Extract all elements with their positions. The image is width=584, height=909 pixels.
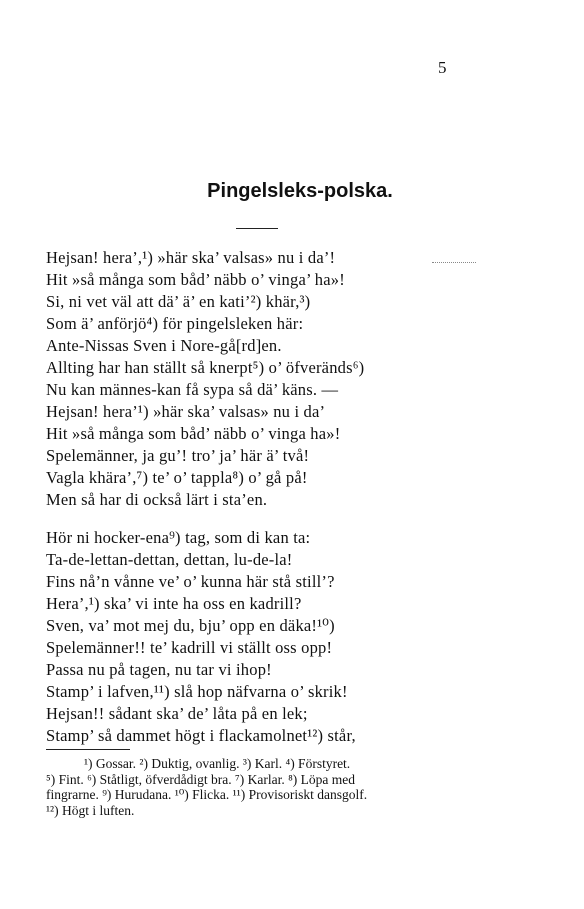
verse-line: Stamp’ så dammet högt i flackamolnet¹²) står, bbox=[46, 726, 356, 745]
stanza-2 bbox=[46, 527, 446, 747]
verse-line: Hit »så många som båd’ näbb o’ vinga’ ha»! bbox=[46, 270, 345, 289]
page-number: 5 bbox=[438, 58, 447, 77]
verse-line: Hejsan!! sådant ska’ de’ låta på en lek; bbox=[46, 704, 308, 723]
stanza-1 bbox=[46, 247, 446, 511]
verse-line: Som ä’ anförjö⁴) för pingelsleken här: bbox=[46, 314, 304, 333]
verse-line: Hit »så många som båd’ näbb o’ vinga ha»! bbox=[46, 424, 341, 443]
verse-line: Nu kan männes-kan få sypa så dä’ käns. — bbox=[46, 380, 339, 399]
verse-line: Fins nå’n vånne ve’ o’ kunna här stå still’? bbox=[46, 572, 335, 591]
verse-line: Vagla khära’,⁷) te’ o’ tappla⁸) o’ gå på! bbox=[46, 468, 308, 487]
verse-line: Sven, va’ mot mej du, bju’ opp en däka!¹⁰) bbox=[46, 616, 335, 635]
verse-line: Si, ni vet väl att dä’ ä’ en kati’²) khär,³) bbox=[46, 292, 311, 311]
verse-line: Spelemänner!! te’ kadrill vi ställt oss opp! bbox=[46, 638, 333, 657]
verse-line: Spelemänner, ja gu’! tro’ ja’ här ä’ två! bbox=[46, 446, 310, 465]
verse-line: Stamp’ i lafven,¹¹) slå hop näfvarna o’ skrik! bbox=[46, 682, 348, 701]
verse-line: Passa nu på tagen, nu tar vi ihop! bbox=[46, 660, 272, 679]
title-divider bbox=[236, 228, 278, 229]
verse-line: Hejsan! hera’,¹) »här ska’ valsas» nu i da’! bbox=[46, 248, 336, 267]
verse-line: Hera’,¹) ska’ vi inte ha oss en kadrill? bbox=[46, 594, 302, 613]
footnote-line: fingrarne. ⁹) Hurudana. ¹⁰) Flicka. ¹¹) Provisoriskt dansgolf. bbox=[46, 787, 368, 802]
verse-line: Allting har han ställt så knerpt⁵) o’ öfveränds⁶) bbox=[46, 358, 365, 377]
verse-line: Ta-de-lettan-dettan, dettan, lu-de-la! bbox=[46, 550, 293, 569]
footnote-line: ⁵) Fint. ⁶) Ståtligt, öfverdådigt bra. ⁷) Karlar. ⁸) Löpa med bbox=[46, 771, 355, 787]
verse-line: Hejsan! hera’¹) »här ska’ valsas» nu i da’ bbox=[46, 402, 326, 421]
footnote-line: ¹²) Högt i luften. bbox=[46, 802, 135, 818]
footnote-divider bbox=[46, 749, 130, 750]
page-title: Pingelsleks-polska. bbox=[207, 180, 393, 202]
verse-line: Hör ni hocker-ena⁹) tag, som di kan ta: bbox=[46, 528, 311, 547]
verse-line: Ante-Nissas Sven i Nore-gå[rd]en. bbox=[46, 336, 282, 355]
verse-line: Men så har di också lärt i sta’en. bbox=[46, 490, 268, 509]
footnotes bbox=[46, 756, 501, 818]
footnote-line: ¹) Gossar. ²) Duktig, ovanlig. ³) Karl. ⁴) Förstyret. bbox=[84, 756, 351, 771]
